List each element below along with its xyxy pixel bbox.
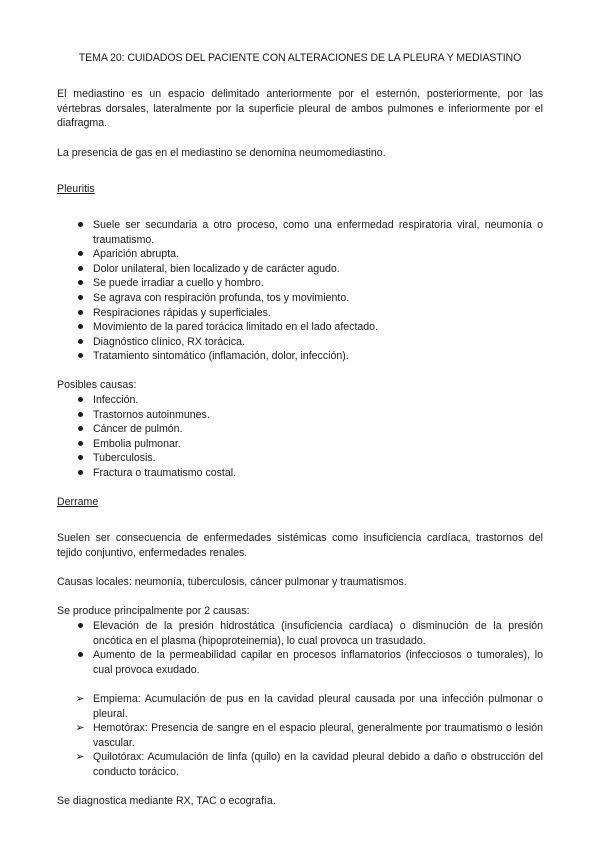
bullet-icon — [74, 451, 86, 466]
list-item: Fractura o traumatismo costal. — [57, 466, 543, 481]
bullet-icon — [74, 247, 86, 262]
derrame-causes-list — [57, 619, 543, 677]
list-item: Respiraciones rápidas y superficiales. — [57, 306, 543, 321]
bullet-icon — [74, 276, 86, 291]
list-item: Cáncer de pulmón. — [57, 422, 543, 437]
derrame-causes-label: Se produce principalmente por 2 causas: — [57, 605, 250, 618]
bullet-icon — [74, 306, 86, 321]
list-item: Infección. — [57, 393, 543, 408]
bullet-icon — [74, 466, 86, 481]
bullet-icon — [74, 393, 86, 408]
list-item: ➢ Empiema: Acumulación de pus en la cavidad pleural causada por una infección pulmonar o pleural. — [75, 692, 543, 720]
derrame-paragraph-2: Causas locales: neumonía, tuberculosis, cáncer pulmonar y traumatismos. — [57, 576, 407, 589]
list-item: Tuberculosis. — [57, 451, 543, 466]
intro-paragraph-1: El mediastino es un espacio delimitado anteriormente por el esternón, posteriormente, por las vértebras dorsales, lateralmente por la superficie pleural de ambos pulmones e inferiormente por el diafragma. — [57, 88, 543, 130]
pleuritis-heading: Pleuritis — [57, 182, 95, 195]
derrame-paragraph-1: Suelen ser consecuencia de enfermedades sistémicas como insuficiencia cardíaca, trastornos del tejido conjuntivo, enfermedades renales. — [57, 532, 543, 559]
pleuritis-list — [57, 218, 543, 364]
list-item: Embolia pulmonar. — [57, 437, 543, 452]
bullet-icon — [74, 262, 86, 277]
document-page — [57, 51, 543, 809]
bullet-icon — [74, 320, 86, 335]
derrame-diagnosis: Se diagnostica mediante RX, TAC o ecografía. — [57, 795, 276, 808]
list-item: Dolor unilateral, bien localizado y de carácter agudo. — [57, 262, 543, 277]
list-item: Aumento de la permeabilidad capilar en procesos inflamatorios (infecciosos o tumorales), lo cual provoca exudado. — [57, 648, 543, 677]
list-item: Se agrava con respiración profunda, tos y movimiento. — [57, 291, 543, 306]
list-item: Trastornos autoinmunes. — [57, 408, 543, 423]
derrame-heading: Derrame — [57, 496, 99, 509]
bullet-icon — [74, 291, 86, 306]
pleuritis-causes-label: Posibles causas: — [57, 379, 137, 392]
bullet-icon — [74, 437, 86, 452]
list-item: Movimiento de la pared torácica limitado en el lado afectado. — [57, 320, 543, 335]
list-item: Aparición abrupta. — [57, 247, 543, 262]
arrow-bullet-icon: ➢ — [75, 751, 85, 764]
arrow-bullet-icon: ➢ — [75, 692, 85, 705]
derrame-types-list — [57, 692, 543, 780]
bullet-icon — [74, 218, 86, 233]
list-item: Elevación de la presión hidrostática (insuficiencia cardíaca) o disminución de la presión oncótica en el plasma (hipoproteinemia), lo cual provoca un trasudado. — [57, 619, 543, 648]
list-item: Se puede irradiar a cuello y hombro. — [57, 276, 543, 291]
list-item: ➢ Quilotórax: Acumulación de linfa (quilo) en la cavidad pleural debido a daño o obstrucción del conducto torácico. — [75, 751, 543, 778]
page-title: TEMA 20: CUIDADOS DEL PACIENTE CON ALTERACIONES DE LA PLEURA Y MEDIASTINO — [78, 52, 522, 64]
intro-paragraph-2: La presencia de gas en el mediastino se denomina neumomediastino. — [57, 146, 386, 159]
list-item: ➢ Hemotórax: Presencia de sangre en el espacio pleural, generalmente por traumatismo o lesión vascular. — [75, 722, 543, 749]
bullet-icon — [74, 408, 86, 423]
bullet-icon — [74, 422, 86, 437]
pleuritis-causes-list — [57, 393, 543, 481]
bullet-icon — [74, 335, 86, 350]
bullet-icon — [74, 619, 86, 634]
bullet-icon — [74, 648, 86, 663]
list-item: Diagnóstico clínico, RX torácica. — [57, 335, 543, 350]
bullet-icon — [74, 349, 86, 364]
list-item: Suele ser secundaria a otro proceso, como una enfermedad respiratoria viral, neumonía o traumatismo. — [57, 218, 543, 247]
arrow-bullet-icon: ➢ — [75, 722, 85, 735]
list-item: Tratamiento sintomático (inflamación, dolor, infección). — [57, 349, 543, 364]
